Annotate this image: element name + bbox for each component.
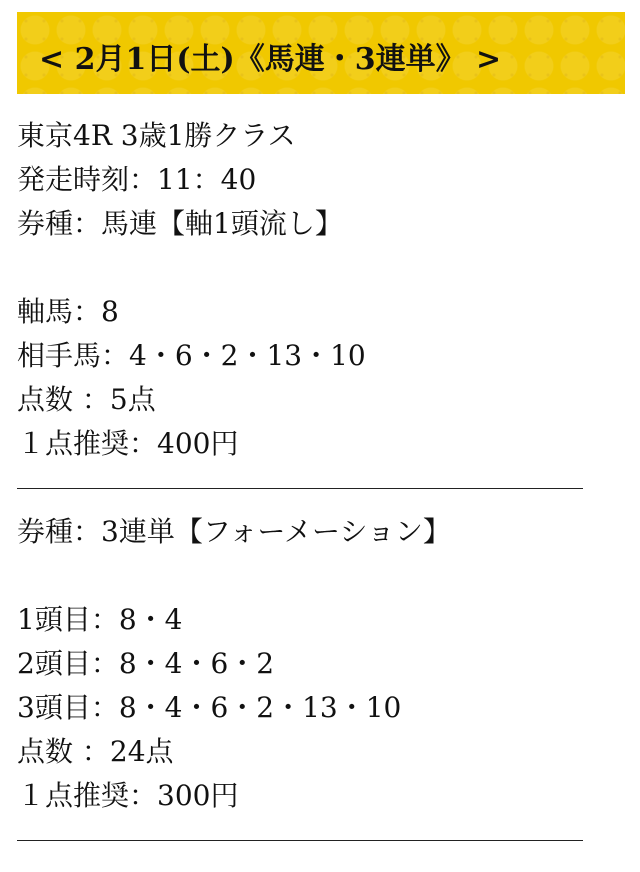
start-time: 発走時刻：11：40 (17, 163, 257, 196)
bet1-partner-horses: 相手馬：4・6・2・13・10 (17, 339, 366, 372)
bet1-recommended-stake: １点推奨：400円 (17, 427, 239, 460)
bet2-points: 点数 ：24点 (17, 735, 174, 768)
bet1-axis-horse: 軸馬：8 (17, 295, 119, 328)
bet2-third-place: 3頭目：8・4・6・2・13・10 (17, 691, 402, 724)
bet-info (17, 114, 617, 862)
header-title: < 2月1日(土)《馬連・3連単》 > (39, 42, 502, 77)
race-name: 東京4R 3歳1勝クラス (17, 119, 296, 152)
bet2-type: 券種：3連単【フォーメーション】 (17, 515, 451, 548)
bet1-points: 点数 ：5点 (17, 383, 156, 416)
divider (17, 466, 617, 510)
spacer (17, 554, 617, 598)
bet2-first-place: 1頭目：8・4 (17, 603, 183, 636)
bet2-second-place: 2頭目：8・4・6・2 (17, 647, 275, 680)
bet1-type: 券種：馬連【軸1頭流し】 (17, 207, 343, 240)
divider (17, 818, 617, 862)
spacer (17, 246, 617, 290)
header-banner (17, 12, 625, 94)
bet2-recommended-stake: １点推奨：300円 (17, 779, 239, 812)
